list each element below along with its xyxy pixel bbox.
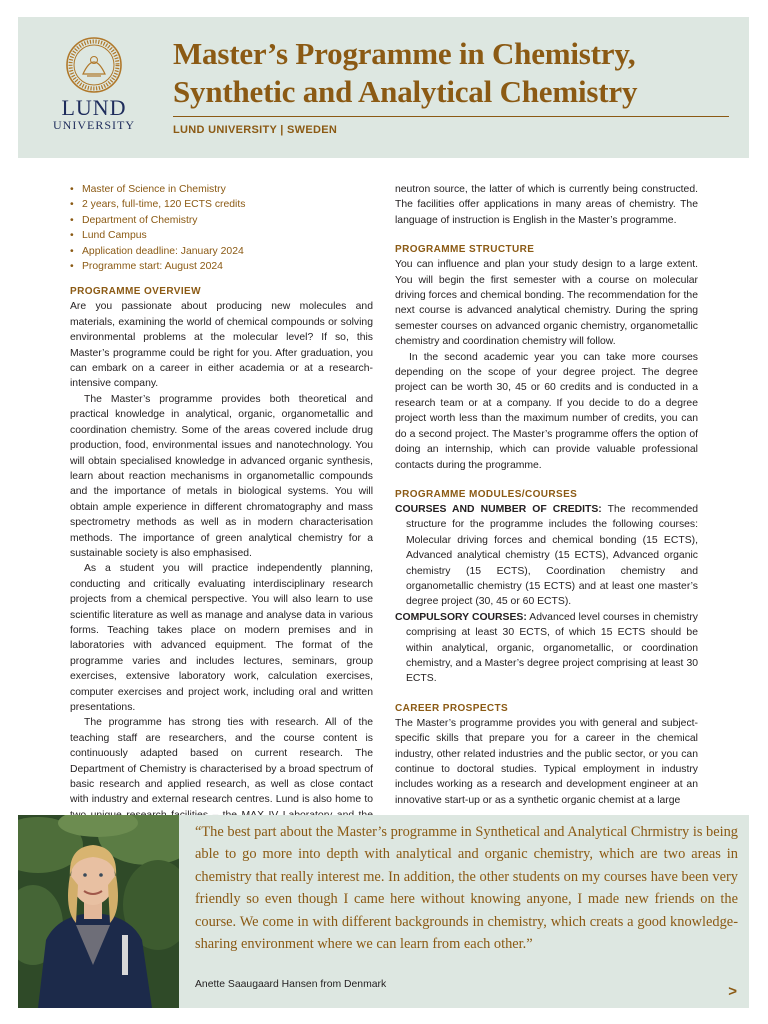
courses-entry	[395, 502, 698, 610]
title-line-1: Master’s Programme in Chemistry,	[173, 36, 636, 71]
overview-paragraph-5: neutron source, the latter of which is currently being constructed. The facilities offer applications in many areas of chemistry. The language of instruction is English in the Master’s programme.	[395, 184, 698, 226]
testimonial-attribution: Anette Saaugaard Hansen from Denmark	[195, 979, 387, 990]
section-heading-career: CAREER PROSPECTS	[395, 702, 509, 714]
fact-item: • Lund Campus	[70, 228, 373, 243]
structure-paragraph-1: You can influence and plan your study design to a large extent. You will begin the first semester with a course on molecular driving forces and chemical bonding. The recommendation for the next course is advanced analytical chemistry. During the spring semester courses on advanced organic chemistry, organometallic chemistry and coordination chemistry will follow.	[395, 259, 698, 348]
page-title	[173, 35, 738, 111]
fact-item: • Programme start: August 2024	[70, 259, 373, 274]
section-heading-structure: PROGRAMME STRUCTURE	[395, 244, 535, 256]
overview-paragraph-4: The programme has strong ties with research. All of the teaching staff are researchers, and the course content is continuously adapted based on current research. The Department of Chemistry is characterised by a broad spectrum of basic research and applied research, as well as close contact with industry and external research centres. Lund is also home to	[70, 717, 373, 806]
fact-item: • Master of Science in Chemistry	[70, 182, 373, 197]
courses-label: COURSES AND NUMBER OF CREDITS:	[395, 503, 602, 515]
testimonial-band	[18, 815, 749, 1008]
overview-paragraph-3: As a student you will practice independently planning, conducting and critically evaluating interdisciplinary research projects from a chemical perspective. You will also learn to use scientific literature as well as manage and analyse data in various forms. Teaching takes place on modern premises and in laboratories with advanced equipment. The format of the programme varies and includes lectures, seminars, group exercises, extensive laboratory work, calculation exercises, computer exercises and project work, including oral and written presentations.	[70, 563, 373, 713]
left-column	[70, 182, 373, 839]
fact-item: • 2 years, full-time, 120 ECTS credits	[70, 197, 373, 212]
compulsory-text: Advanced level courses in chemistry comprising at least 30 ECTS, of which 15 ECTS should be within analytical, organic, organometallic, or coordination chemistry, and a Master’s degree project comprising at least 30 ECTS.	[406, 611, 698, 685]
logo-wordmark-lund: LUND	[61, 95, 127, 120]
compulsory-label: COMPULSORY COURSES:	[395, 611, 527, 623]
compulsory-entry	[395, 610, 698, 687]
structure-paragraph-2: In the second academic year you can take more courses depending on the scope of your degree project. The degree project can be worth 30, 45 or 60 credits and is conducted in a research team or at a company. If you decide to do a degree project worth less than the maximum number of credits, you can do a second project. The Master’s programme offers the option of doing an internship, which can provide valuable professional contacts during the programme.	[395, 351, 698, 471]
courses-text: The recommended structure for the programme includes the following courses: Molecular driving forces and chemical bonding (15 ECTS), Advanced analytical chemistry (15 ECTS), Advanced organic chemistry (15 ECTS), Coordination chemistry and organometallic chemistry (15 ECTS) and at least one master’s degree project (30, 45 or 60 ECTS).	[406, 503, 699, 608]
header-band	[18, 17, 749, 158]
lund-university-logo	[52, 36, 136, 132]
fact-item: • Department of Chemistry	[70, 213, 373, 228]
logo-wordmark-university: UNIVERSITY	[53, 118, 135, 132]
fact-item: • Application deadline: January 2024	[70, 244, 373, 259]
overview-paragraph-2: The Master’s programme provides both theoretical and practical knowledge in analytical, organic, organometallic and coordination chemistry. Some of the areas covered include drug production, food, environmental issues and nanotechnology. You will obtain specialised knowledge in advanced organic synthesis, learn about reaction mechanisms in organometallic compounds and the importance of metals in biological systems. You will obtain ample experience in different chromatography and mass spectrometry methods as well as in modern characterisation methods. The importance of green analytical chemistry for a sustainable society is also emphasised.	[70, 393, 373, 559]
title-rule	[173, 116, 729, 117]
overview-paragraph-1: Are you passionate about producing new molecules and materials, examining the world of chemical compounds or solving environmental problems at the molecular level? If so, this Master’s programme could be right for you. After graduation, you can embark on a career in either academia or at a research-intensive company.	[70, 301, 373, 390]
title-line-2: Synthetic and Analytical Chemistry	[173, 74, 638, 109]
lund-university-seal-icon	[65, 36, 123, 94]
subtitle: LUND UNIVERSITY | SWEDEN	[173, 124, 338, 136]
next-page-arrow-icon[interactable]: >	[728, 983, 737, 1000]
key-facts-list	[70, 182, 373, 274]
right-column	[395, 182, 698, 808]
student-photo	[18, 815, 179, 1008]
career-paragraph-1: The Master’s programme provides you with general and subject-specific skills that prepare you for a career in the chemical industry, other related industries and the public sector, or you can continue to doctoral studies. Typical employment in industry includes working as a research and development engineer at an innovative start-up or as a synthetic organic chemist at a large	[395, 717, 698, 806]
testimonial-quote: “The best part about the Master’s programme in Synthetical and Analytical Chrmistry is being able to go more into depth with analytical and organic chemistry, which are two areas in chemistry that really interest me. In addition, the other students on my courses have been very friendly so even though I came here without knowing anyone, I made new friends on the course. We come in with different backgrounds in chemistry, which creats a good knowledge-sharing environment where we can learn from each other.”	[195, 824, 738, 953]
section-heading-overview: PROGRAMME OVERVIEW	[70, 286, 201, 298]
section-heading-modules: PROGRAMME MODULES/COURSES	[395, 488, 578, 500]
